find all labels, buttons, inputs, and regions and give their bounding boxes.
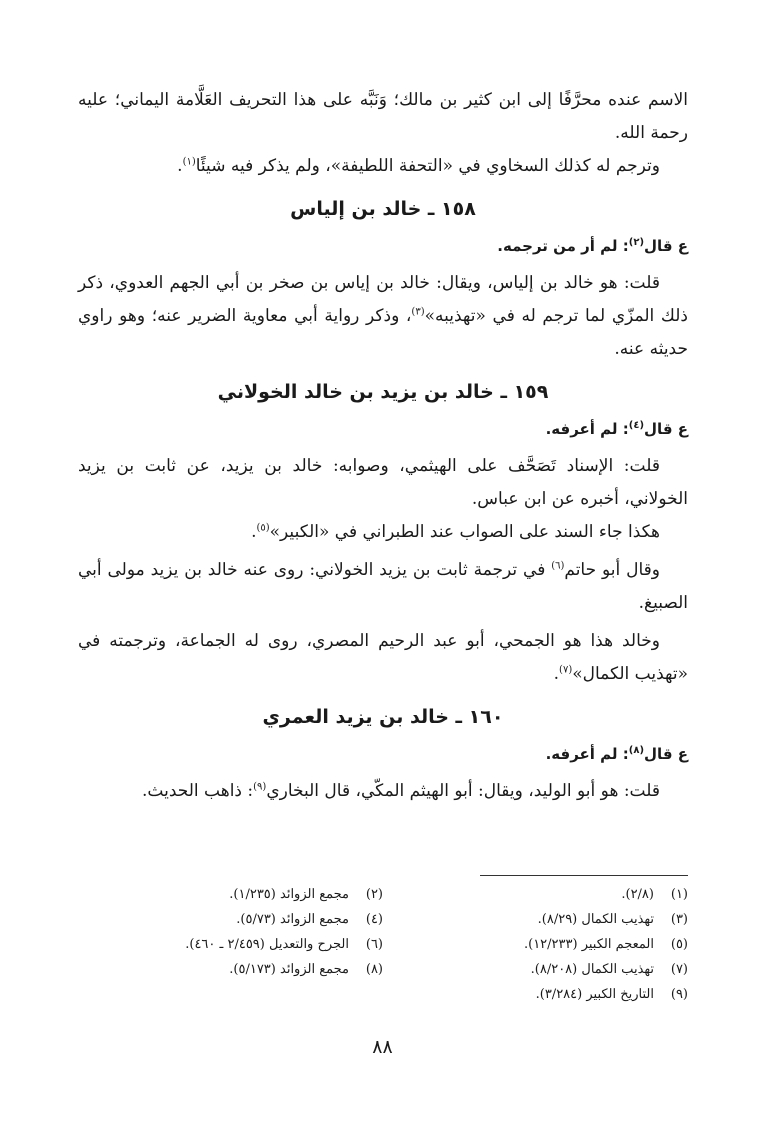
footnote-number: (٧)	[670, 962, 688, 977]
entry-158-paragraph	[78, 267, 688, 366]
footnote-ref[interactable]: (٣)	[411, 306, 425, 318]
footnote-item	[383, 887, 688, 902]
footnote-number: (٢)	[365, 887, 383, 902]
footnote-number: (١)	[670, 887, 688, 902]
entry-159-paragraph-2	[78, 516, 688, 549]
said-prefix: ع قال	[644, 237, 688, 255]
footnote-ref[interactable]: (٥)	[256, 522, 270, 534]
footnote-ref[interactable]: (١)	[182, 156, 196, 168]
footnote-item	[78, 962, 383, 977]
footnote-text: تهذيب الكمال (٨/٢٩).	[537, 912, 654, 927]
paragraph-text: هكذا جاء السند على الصواب عند الطبراني في «الكبير»	[269, 522, 660, 542]
paragraph-text: : ذاهب الحديث.	[142, 781, 254, 801]
page-body	[78, 84, 688, 808]
footnote-ref[interactable]: (٧)	[559, 664, 573, 676]
intro-text: وترجم له كذلك السخاوي في «التحفة اللطيفة»، ولم يذكر فيه شيئًا	[195, 156, 660, 176]
footnote-text: مجمع الزوائد (٥/١٧٣).	[229, 962, 349, 977]
footnote-ref[interactable]: (٨)	[628, 745, 645, 756]
entry-160-said	[78, 739, 688, 769]
entry-159-title: ١٥٩ ـ خالد بن يزيد بن خالد الخولاني	[217, 381, 549, 403]
footnote-row	[78, 957, 688, 982]
footnote-item	[78, 887, 383, 902]
footnote-row	[78, 982, 688, 1007]
footnote-row	[78, 932, 688, 957]
entry-159-paragraph-1: قلت: الإسناد تَصَحَّف على الهيثمي، وصوابه: خالد بن يزيد، عن ثابت بن يزيد الخولاني، أخبره عن ابن عباس.	[78, 456, 688, 509]
footnote-text: التاريخ الكبير (٣/٢٨٤).	[535, 987, 654, 1002]
paragraph-text: وخالد هذا هو الجمحي، أبو عبد الرحيم المصري، روى له الجماعة، وترجمته في «تهذيب الكمال»	[78, 631, 688, 684]
footnote-number: (٦)	[365, 937, 383, 952]
footnote-number: (٣)	[670, 912, 688, 927]
footnote-number: (٨)	[365, 962, 383, 977]
footnote-row	[78, 882, 688, 907]
footnote-number: (٥)	[670, 937, 688, 952]
paragraph-text: قلت: هو أبو الوليد، ويقال: أبو الهيثم المكّي، قال البخاري	[266, 781, 660, 801]
paragraph-text: قلت: هو خالد بن إلياس، ويقال: خالد بن إياس بن صخر بن أبي الجهم العدوي، ذكر ذلك المزّي لما ترجم له في «تهذيبه»	[78, 273, 688, 326]
paragraph-text: .	[251, 522, 257, 542]
footnote-number: (٩)	[670, 987, 688, 1002]
footnote-text: المعجم الكبير (١٢/٢٣٣).	[523, 937, 654, 952]
paragraph-text: وقال أبو حاتم	[564, 560, 660, 580]
entry-158-title: ١٥٨ ـ خالد بن إلياس	[290, 198, 476, 220]
footnote-item	[383, 937, 688, 952]
footnote-item	[78, 937, 383, 952]
paragraph-text: ، وذكر رواية أبي معاوية الضرير عنه؛ وهو راوي حديثه عنه.	[78, 306, 688, 359]
footnotes	[78, 882, 688, 1022]
entry-159-paragraph-3	[78, 554, 688, 620]
footnote-ref[interactable]: (٦)	[551, 560, 565, 572]
said-prefix: ع قال	[644, 420, 688, 438]
intro-paragraph-2: وترجم له كذلك السخاوي في «التحفة اللطيفة»، ولم يذكر فيه شيئًا$^{(١)}$.	[177, 156, 660, 176]
entry-160-paragraph	[78, 775, 688, 808]
page-number: ٨٨	[372, 1036, 393, 1058]
footnote-item	[78, 912, 383, 927]
entry-159-said	[78, 414, 688, 444]
entry-160-title: ١٦٠ ـ خالد بن يزيد العمري	[262, 706, 504, 728]
said-text: : لم أعرفه.	[545, 745, 629, 763]
footnote-text: مجمع الزوائد (١/٢٣٥).	[229, 887, 349, 902]
paragraph-text: في ترجمة ثابت بن يزيد الخولاني: روى عنه خالد بن يزيد مولى أبي الصبيغ.	[78, 560, 688, 613]
footnote-row	[78, 907, 688, 932]
entry-159-paragraph-4	[78, 625, 688, 691]
footnote-ref[interactable]: (٢)	[628, 237, 645, 248]
footnote-text: مجمع الزوائد (٥/٧٣).	[236, 912, 349, 927]
footnote-ref[interactable]: (٤)	[628, 420, 645, 431]
intro-paragraph-1: الاسم عنده محرَّفًا إلى ابن كثير بن مالك؛ وَنَبَّه على هذا التحريف العَلَّامة اليماني؛ عليه رحمة الله.	[78, 90, 688, 143]
footnote-text: الجرح والتعديل (٢/٤٥٩ ـ ٤٦٠).	[185, 937, 349, 952]
footnote-text: تهذيب الكمال (٨/٢٠٨).	[530, 962, 654, 977]
footnote-separator	[480, 875, 688, 876]
said-text: : لم أعرفه.	[545, 420, 629, 438]
footnote-item	[383, 987, 688, 1002]
footnote-number: (٤)	[365, 912, 383, 927]
said-prefix: ع قال	[644, 745, 688, 763]
paragraph-text: .	[553, 664, 560, 684]
footnote-text: (٢/٨).	[621, 887, 654, 902]
said-text: : لم أر من ترجمه.	[497, 237, 629, 255]
footnote-item	[383, 962, 688, 977]
entry-158-said	[78, 231, 688, 261]
footnote-ref[interactable]: (٩)	[253, 781, 267, 793]
footnote-item	[383, 912, 688, 927]
